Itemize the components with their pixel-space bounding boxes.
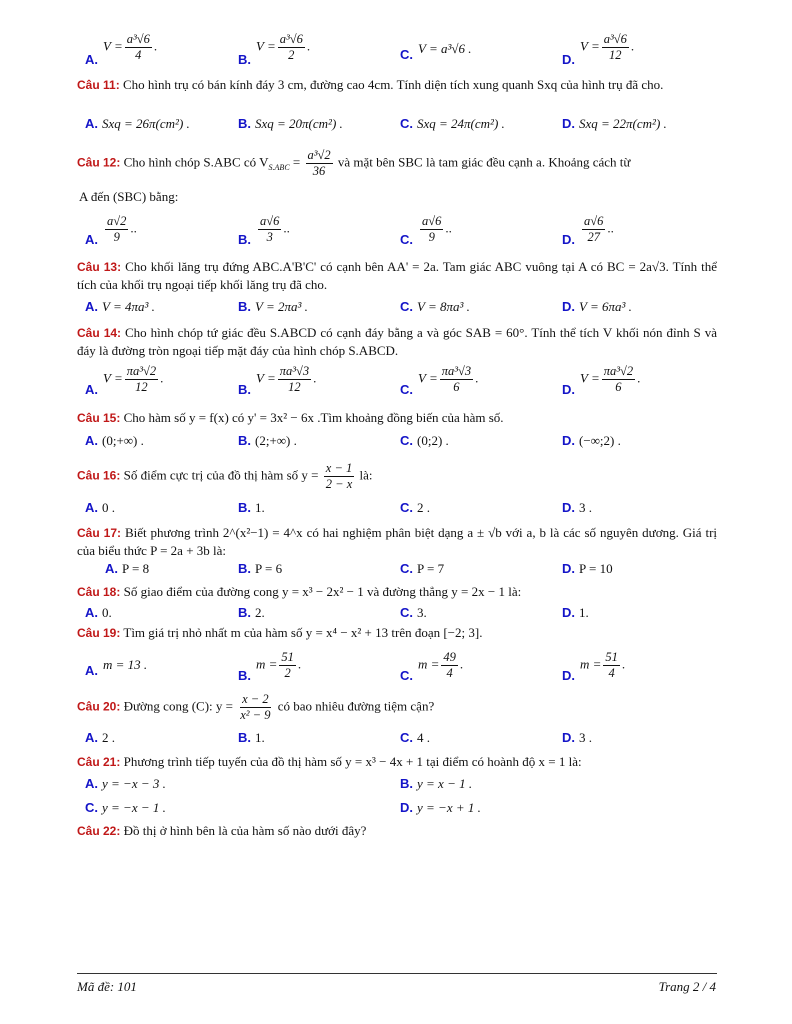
exam-code: Mã đề: 101 xyxy=(77,979,137,994)
q21-option-a[interactable]: A. y = −x − 3 . xyxy=(85,776,166,791)
question-text: Cho hình trụ có bán kính đáy 3 cm, đường cao 4cm. Tính diện tích xung quanh Sxq của hình trụ đã cho. xyxy=(122,77,664,92)
exam-page xyxy=(77,0,717,1024)
q18-option-c[interactable]: C. 3. xyxy=(400,605,427,620)
q20-option-b[interactable]: B. 1. xyxy=(238,730,265,745)
question-label: Câu 22: xyxy=(77,824,121,838)
question-12-line2: A đến (SBC) bằng: xyxy=(79,189,179,204)
q13-options xyxy=(77,299,717,321)
q14-options: A. V = $\frac{\text{πa³√2}}{12}$ . B. V = $\frac{\text{πa³√3}}{12}$ . C. V = $\frac{\text{πa³√3}}{6}$ . D. V = $\frac{\text{πa³√2}}{6}$ . xyxy=(85,364,641,397)
q12-options: A. $\frac{a√2}{9}$ .. B. $\frac{a√6}{3}$ .. C. $\frac{a√6}{9}$ .. D. $\frac{a√6}{27}$ .. xyxy=(85,214,614,247)
q15-option-b[interactable]: B. (2;+∞) . xyxy=(238,433,297,448)
option-letter: B. xyxy=(238,52,251,67)
page-number: Trang 2 / 4 xyxy=(658,979,716,994)
question-label: Câu 17: xyxy=(77,526,122,540)
question-12: Câu 12: Cho hình chóp S.ABC có $V_{S.ABC}$ = $\frac{\text{a³√2}}{36}$ và mặt bên SBC là tam giác đều cạnh a. Khoảng cách từ xyxy=(77,148,631,178)
q20-option-c[interactable]: C. 4 . xyxy=(400,730,430,745)
q20-option-d[interactable]: D. 3 . xyxy=(562,730,592,745)
q15-options xyxy=(77,433,717,455)
q17-options xyxy=(77,561,717,581)
option-letter: C. xyxy=(400,47,413,62)
q18-options xyxy=(77,605,717,625)
q20-options xyxy=(77,730,717,750)
q16-option-b[interactable]: B. 1. xyxy=(238,500,265,515)
q21-option-b[interactable]: B. y = x − 1 . xyxy=(400,776,473,791)
q16-option-d[interactable]: D. 3 . xyxy=(562,500,592,515)
q21-options-row1 xyxy=(77,776,717,796)
question-20: Câu 20: Đường cong (C): y = $\frac{x - 2}{\text{x² − 9}}$ có bao nhiêu đường tiệm cận? xyxy=(77,692,435,722)
q13-option-c[interactable]: C. V = 8πa³ . xyxy=(400,299,470,314)
question-label: Câu 16: xyxy=(77,468,121,483)
q15-option-a[interactable]: A. (0;+∞) . xyxy=(85,433,144,448)
question-label: Câu 21: xyxy=(77,755,121,769)
question-14: Câu 14: Cho hình chóp tứ giác đều S.ABCD có cạnh đáy bằng a và góc SAB = 60°. Tính thể tích V khối nón đỉnh S và đáy là đường tròn ngoại tiếp mặt đáy của hình chóp S.ABCD. xyxy=(77,325,717,358)
q11-option-c[interactable]: C. Sxq = 24π(cm²) . xyxy=(400,116,505,131)
question-19: Câu 19: Tìm giá trị nhỏ nhất m của hàm số y = x⁴ − x² + 13 trên đoạn [−2; 3]. xyxy=(77,625,483,640)
option-letter: D. xyxy=(562,52,575,67)
q13-option-b[interactable]: B. V = 2πa³ . xyxy=(238,299,308,314)
q11-option-d[interactable]: D. Sxq = 22π(cm²) . xyxy=(562,116,667,131)
question-label: Câu 18: xyxy=(77,585,121,599)
q17-option-d[interactable]: D. P = 10 xyxy=(562,561,613,576)
question-21: Câu 21: Phương trình tiếp tuyến của đồ thị hàm số y = x³ − 4x + 1 tại điểm có hoành độ x = 1 là: xyxy=(77,754,582,769)
q11-option-b[interactable]: B. Sxq = 20π(cm²) . xyxy=(238,116,343,131)
q13-option-d[interactable]: D. V = 6πa³ . xyxy=(562,299,632,314)
question-label: Câu 13: xyxy=(77,260,122,274)
q18-option-a[interactable]: A. 0. xyxy=(85,605,112,620)
q21-option-d[interactable]: D. y = −x + 1 . xyxy=(400,800,481,815)
q16-options xyxy=(77,500,717,522)
question-15: Câu 15: Cho hàm số y = f(x) có y' = 3x² − 6x .Tìm khoảng đồng biến của hàm số. xyxy=(77,410,504,425)
question-18: Câu 18: Số giao điểm của đường cong y = x³ − 2x² − 1 và đường thẳng y = 2x − 1 là: xyxy=(77,584,522,599)
q21-option-c[interactable]: C. y = −x − 1 . xyxy=(85,800,166,815)
q19-options: A. m = 13 . B. m = $\frac{51}{2}$ . C. m = $\frac{49}{4}$ . D. m = $\frac{51}{4}$ . xyxy=(85,650,626,683)
q18-option-d[interactable]: D. 1. xyxy=(562,605,589,620)
question-label: Câu 14: xyxy=(77,326,122,340)
q16-option-a[interactable]: A. 0 . xyxy=(85,500,115,515)
q18-option-b[interactable]: B. 2. xyxy=(238,605,265,620)
q11-options xyxy=(77,116,717,138)
question-11 xyxy=(77,76,717,94)
question-label: Câu 12: xyxy=(77,155,121,170)
footer-divider xyxy=(77,973,717,974)
question-label: Câu 19: xyxy=(77,626,121,640)
q15-option-d[interactable]: D. (−∞;2) . xyxy=(562,433,621,448)
q20-option-a[interactable]: A. 2 . xyxy=(85,730,115,745)
q16-option-c[interactable]: C. 2 . xyxy=(400,500,430,515)
question-label: Câu 20: xyxy=(77,699,121,714)
q17-option-a[interactable]: A. P = 8 xyxy=(105,561,150,576)
question-22: Câu 22: Đồ thị ở hình bên là của hàm số nào dưới đây? xyxy=(77,823,367,838)
q17-option-c[interactable]: C. P = 7 xyxy=(400,561,445,576)
q21-options-row2 xyxy=(77,800,717,820)
question-label: Câu 15: xyxy=(77,411,121,425)
question-17: Câu 17: Biết phương trình 2^(x²−1) = 4^x có hai nghiệm phân biệt dạng a ± √b với a, b là các số nguyên dương. Giá trị của biểu thức P = 2a + 3b là: xyxy=(77,525,718,558)
question-16: Câu 16: Số điểm cực trị của đồ thị hàm số y = $\frac{x - 1}{2 - x}$ là: xyxy=(77,461,373,491)
question-label: Câu 11: xyxy=(77,78,120,92)
q17-option-b[interactable]: B. P = 6 xyxy=(238,561,283,576)
option-letter: A. xyxy=(85,52,98,67)
q10-options: A. V = $\frac{\text{a³√6}}{4}$ . B. V = $\frac{\text{a³√6}}{2}$ . C. V = a³√6 . D. V = $\frac{\text{a³√6}}{12}$ . xyxy=(85,32,635,67)
q11-option-a[interactable]: A. Sxq = 26π(cm²) . xyxy=(85,116,190,131)
q13-option-a[interactable]: A. V = 4πa³ . xyxy=(85,299,155,314)
q15-option-c[interactable]: C. (0;2) . xyxy=(400,433,449,448)
question-13: Câu 13: Cho khối lăng trụ đứng ABC.A'B'C' có cạnh bên AA' = 2a. Tam giác ABC vuông tại A có BC = 2a√3. Tính thể tích của khối trụ ngoại tiếp khối lăng trụ đã cho. xyxy=(77,259,718,292)
